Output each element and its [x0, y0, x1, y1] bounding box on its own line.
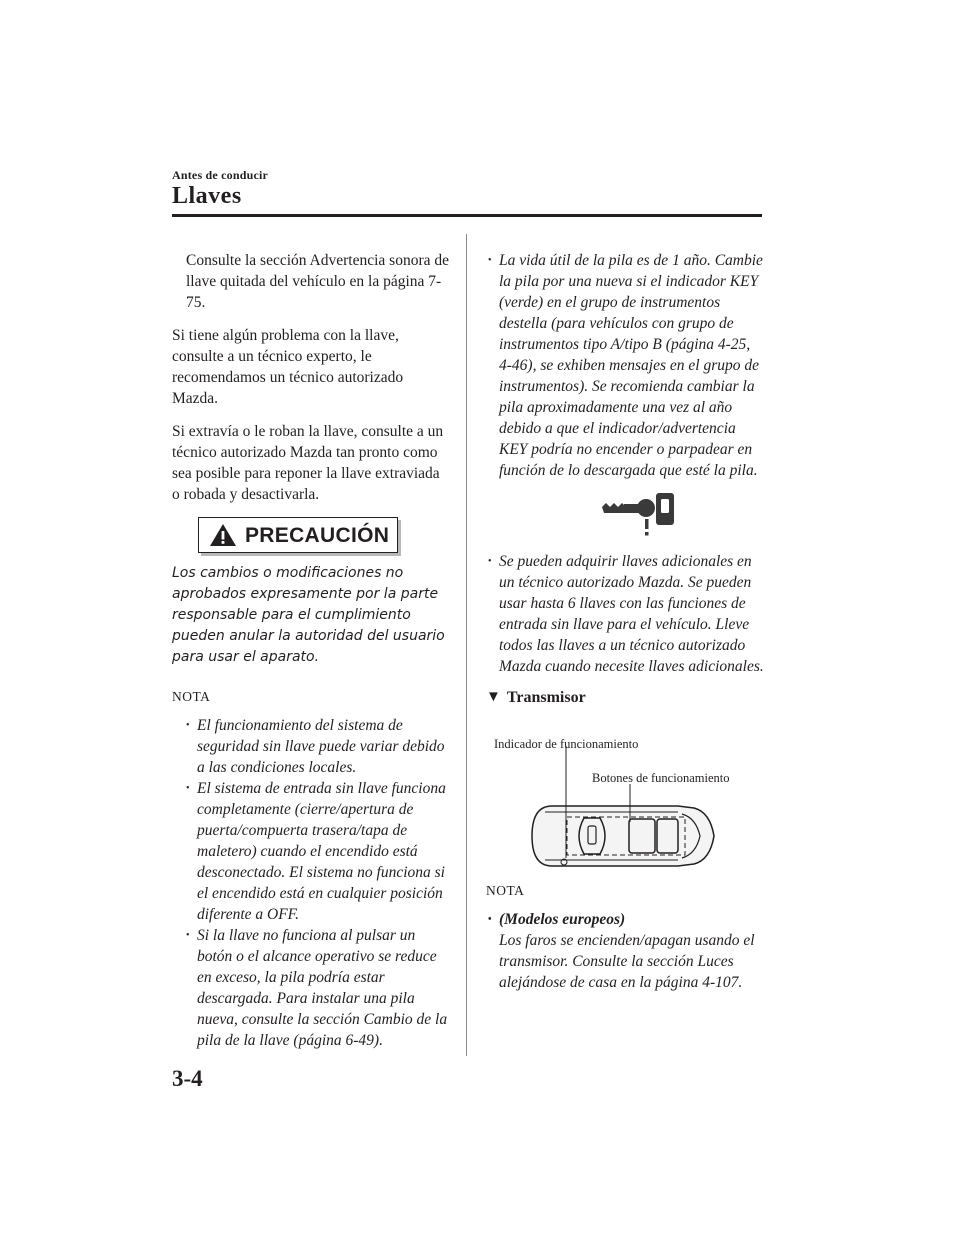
caution-text: Los cambios o modificaciones no aprobados expresamente por la parte responsable para el cumplimiento pueden anular la autoridad del usuario para usar el aparato. — [172, 565, 445, 665]
european-note — [486, 909, 764, 993]
problem-paragraph: Si tiene algún problema con la llave, consulte a un técnico experto, le recomendamos un técnico autorizado Mazda. — [172, 327, 404, 407]
caution-box — [198, 517, 398, 553]
note-item: • El sistema de entrada sin llave funciona completamente (cierre/apertura de puerta/compuerta trasera/tapa de maletero) cuando el encendido está desconectado. El sistema no funciona si el encendido está en cualquier posición diferente a OFF. — [184, 778, 450, 925]
right-column — [486, 250, 764, 993]
note-item: • El funcionamiento del sistema de seguridad sin llave puede variar debido a las condiciones locales. — [184, 715, 450, 778]
column-divider — [466, 234, 467, 1056]
warning-triangle-icon — [209, 523, 237, 547]
european-note-text: Los faros se encienden/apagan usando el transmisor. Consulte la sección Luces alejándose de casa en la página 4-107. — [499, 932, 755, 991]
section-label: Antes de conducir — [172, 168, 269, 182]
buttons-label: Botones de funcionamiento — [592, 771, 730, 785]
triangle-down-icon: ▼ — [486, 689, 501, 705]
transmitter-figure — [482, 714, 772, 874]
header-rule — [172, 214, 762, 217]
indicator-label: Indicador de funcionamiento — [494, 737, 639, 751]
key-warning-indicator-icon — [596, 487, 706, 537]
note-label: NOTA — [172, 689, 211, 704]
page-number: 3-4 — [172, 1066, 203, 1091]
additional-keys-bullet: • Se pueden adquirir llaves adicionales en un técnico autorizado Mazda. Se pueden usar hasta 6 llaves con las funciones de entrada sin llave para el vehículo. Lleve todos las llaves a un técnico autorizado Mazda cuando necesite llaves adicionales. — [486, 551, 764, 677]
note-item: • Si la llave no funciona al pulsar un botón o el alcance operativo se reduce en exceso, la pila podría estar descargada. Para instalar una pila nueva, consulte la sección Cambio de la pila de la llave (página 6-49). — [184, 925, 450, 1051]
intro-paragraph: Consulte la sección Advertencia sonora de llave quitada del vehículo en la página 7-75. — [186, 252, 449, 311]
lost-key-paragraph: Si extravía o le roban la llave, consulte a un técnico autorizado Mazda tan pronto como sea posible para reponer la llave extraviada o robada y desactivarla. — [172, 423, 444, 503]
transmitter-heading-text: Transmisor — [506, 689, 586, 706]
european-models-heading: • (Modelos europeos) — [486, 909, 764, 930]
note-label: NOTA — [486, 883, 525, 898]
transmitter-heading — [486, 687, 764, 708]
left-column — [172, 250, 450, 1051]
caution-title: PRECAUCIÓN — [245, 523, 390, 547]
note-list — [172, 715, 450, 1051]
battery-life-bullet: • La vida útil de la pila es de 1 año. Cambie la pila por una nueva si el indicador KEY (verde) en el grupo de instrumentos destella (para vehículos con grupo de instrumentos tipo A/tipo B (página 4-25, 4-46), se exhiben mensajes en el grupo de instrumentos). Se recomienda cambiar la pila aproximadamente una vez al año debido a que el indicador/advertencia KEY podría no encender o parpadear en función de lo descargada que esté la pila. — [486, 250, 764, 481]
chapter-title: Llaves — [172, 183, 242, 209]
